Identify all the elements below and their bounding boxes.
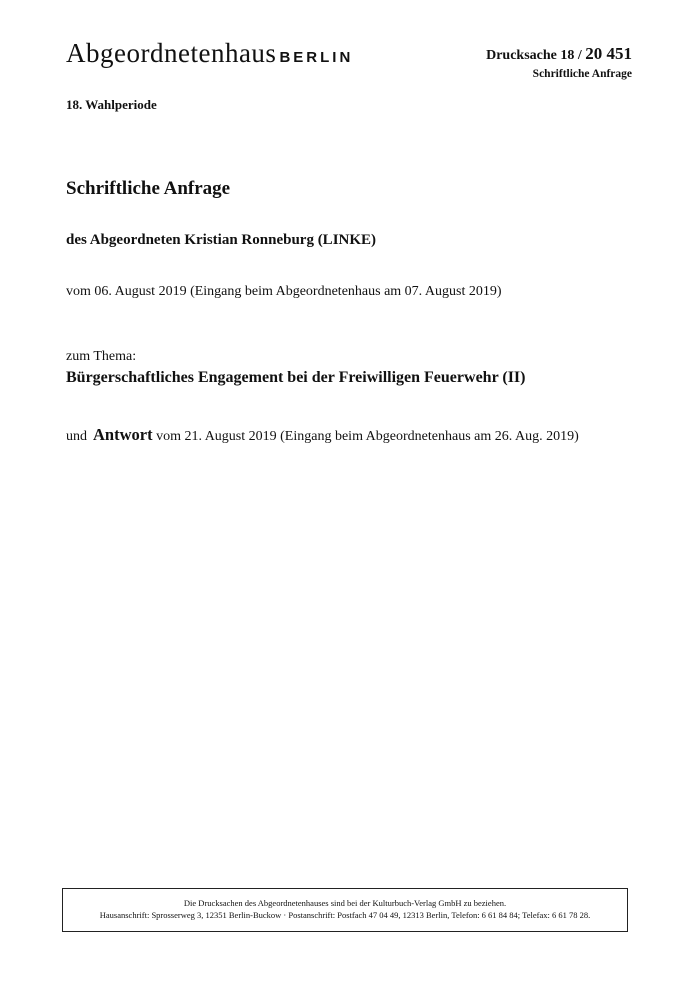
drucksache-label: Drucksache 18 / [486,48,582,63]
answer-word: Antwort [93,425,153,444]
logo-main-text: Abgeordnetenhaus [66,38,277,68]
footer-line-1: Die Drucksachen des Abgeordnetenhauses sind bei der Kulturbuch-Verlag GmbH zu beziehen. [183,898,507,908]
doc-type-label: Schriftliche Anfrage [532,68,632,80]
author-line: des Abgeordneten Kristian Ronneburg (LINKE) [66,232,377,248]
parliament-logo [66,38,353,69]
answer-date: vom 21. August 2019 (Eingang beim Abgeordnetenhaus am 26. Aug. 2019) [152,429,579,444]
date-line: vom 06. August 2019 (Eingang beim Abgeordnetenhaus am 07. August 2019) [66,284,502,299]
topic-title: Bürgerschaftliches Engagement bei der Freiwilligen Feuerwehr (II) [66,369,526,386]
wahlperiode: 18. Wahlperiode [66,97,157,112]
topic-label: zum Thema: [66,349,137,364]
answer-prefix: und [66,429,87,444]
footer-box [62,888,628,932]
drucksache-number [486,44,632,64]
drucksache-value: 20 451 [585,44,632,63]
footer-line-2: Hausanschrift: Sprosserweg 3, 12351 Berlin-Buckow · Postanschrift: Postfach 47 04 49, 12313 Berlin, Telefon: 6 61 84 84; Telefax: 6 61 78 28. [99,910,591,920]
answer-line [66,425,579,445]
document-title: Schriftliche Anfrage [66,178,231,199]
logo-city-text: BERLIN [279,49,354,66]
